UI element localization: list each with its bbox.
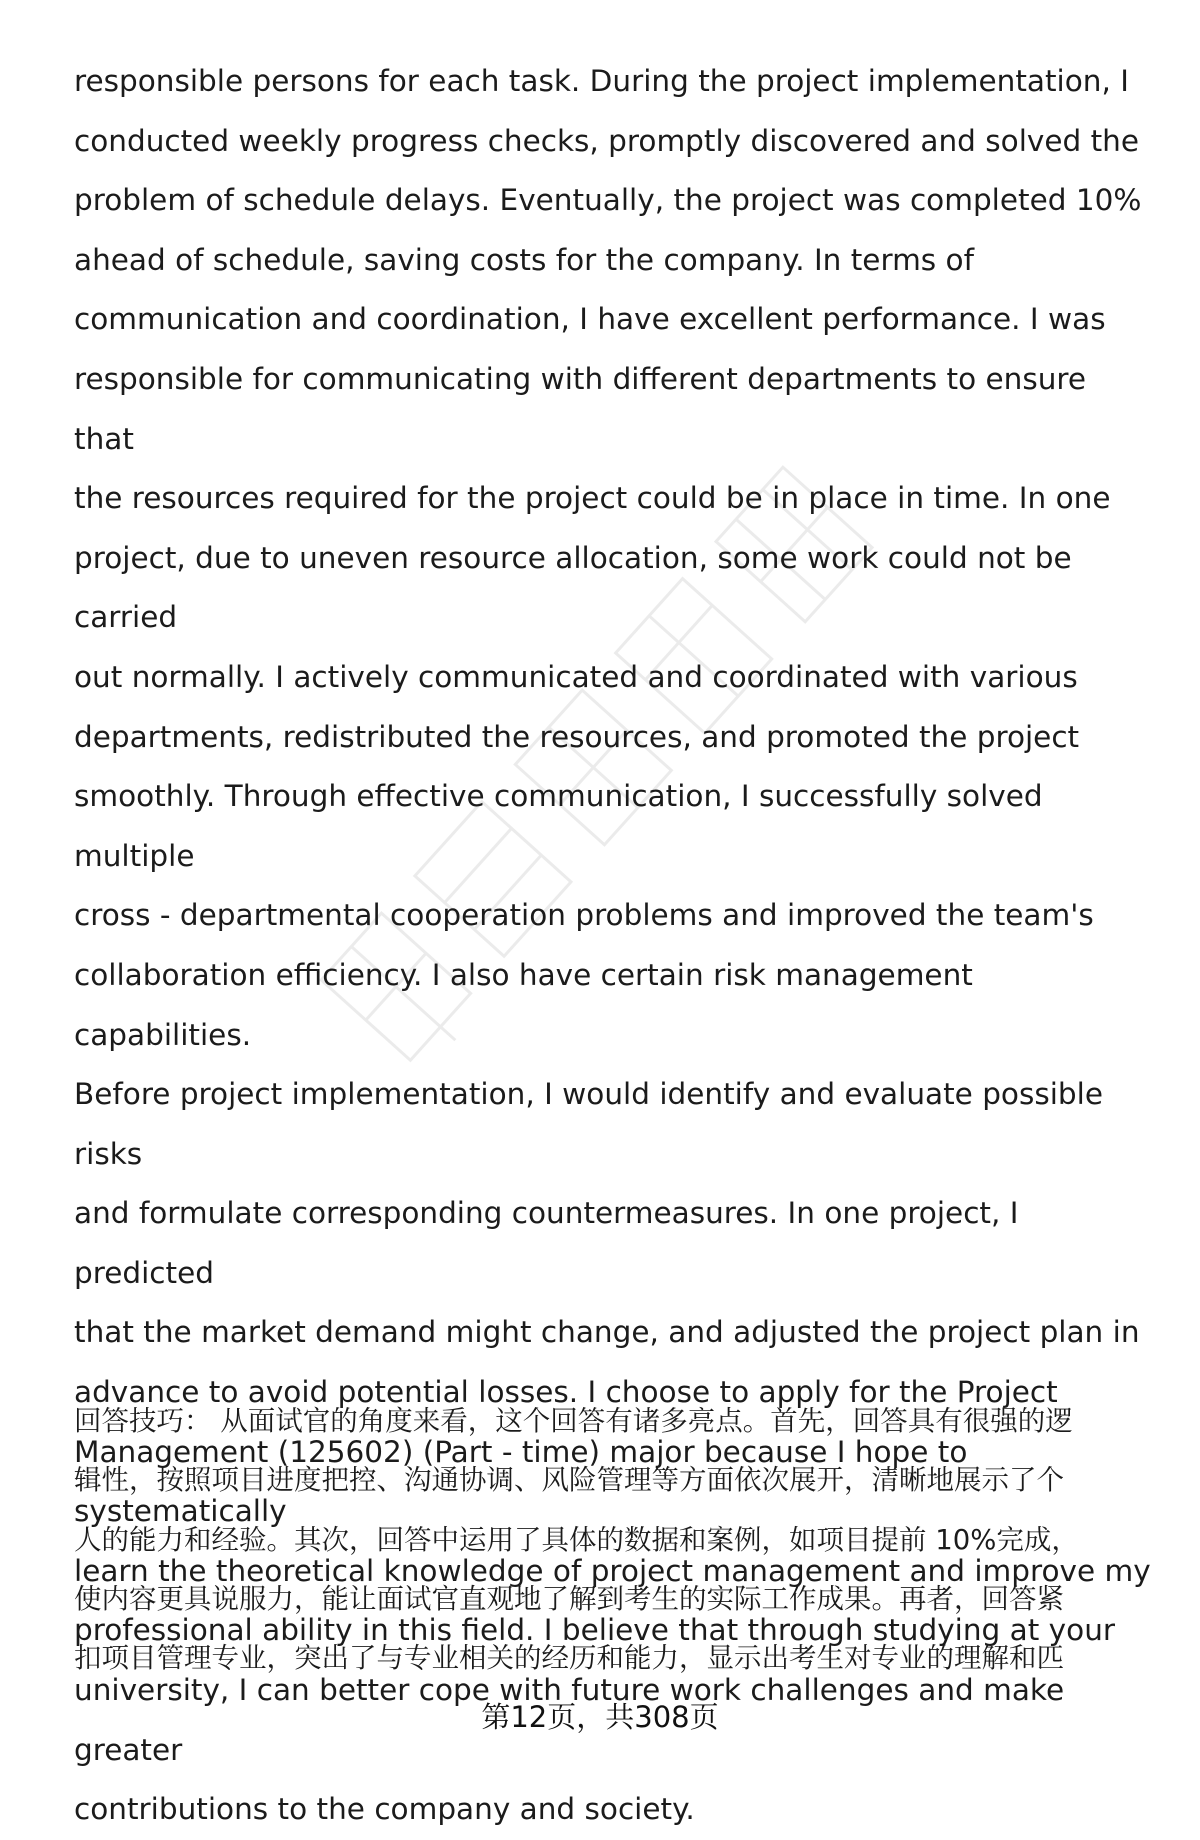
page-number-footer: 第12页，共308页 [481,1700,719,1734]
body-paragraph: responsible persons for each task. During the project implementation, I conducted weekly progress checks, promptly discovered and solved the problem of schedule delays. Eventually, the project was completed 10% ahead of schedule, saving costs for the company. In terms of communication and coordination, I have excellent performance. I was responsible for communicating with different departments to ensure that the resources required for the project could be in place in time. In one project, due to uneven resource allocation, some work could not be carried out normally. I actively communicated and coordinated with various departments, redistributed the resources, and promoted the project smoothly. Through effective communication, I successfully solved multiple cross - departmental cooperation problems and improved the team's collaboration efficiency. I also have certain risk management capabilities. Before project implementation, I would identify and evaluate possible risks and formulate corresponding countermeasures. In one project, I predicted that the market demand might change, and adjusted the project plan in advance to avoid potential losses. I choose to apply for the Project Management (125602) (Part - time) major because I hope to systematically learn the theoretical knowledge of project management and improve my professional ability in this field. I believe that through studying at your university, I can better cope with future work challenges and make greater contributions to the company and society. [74,64,1151,1827]
answer-tips-paragraph: 回答技巧： 从面试官的角度来看，这个回答有诸多亮点。首先，回答具有很强的逻 辑性，按照项目进度把控、沟通协调、风险管理等方面依次展开，清晰地展示了个 人的能力和经验。其次，回答中运用了具体的数据和案例，如项目提前 10%完成， 使内容更具说服力，能让面试官直观地了解到考生的实际工作成果。再者，回答紧 扣项目管理专业，突出了与专业相关的经历和能力，显示出考生对专业的理解和匹 [74,1405,1079,1675]
